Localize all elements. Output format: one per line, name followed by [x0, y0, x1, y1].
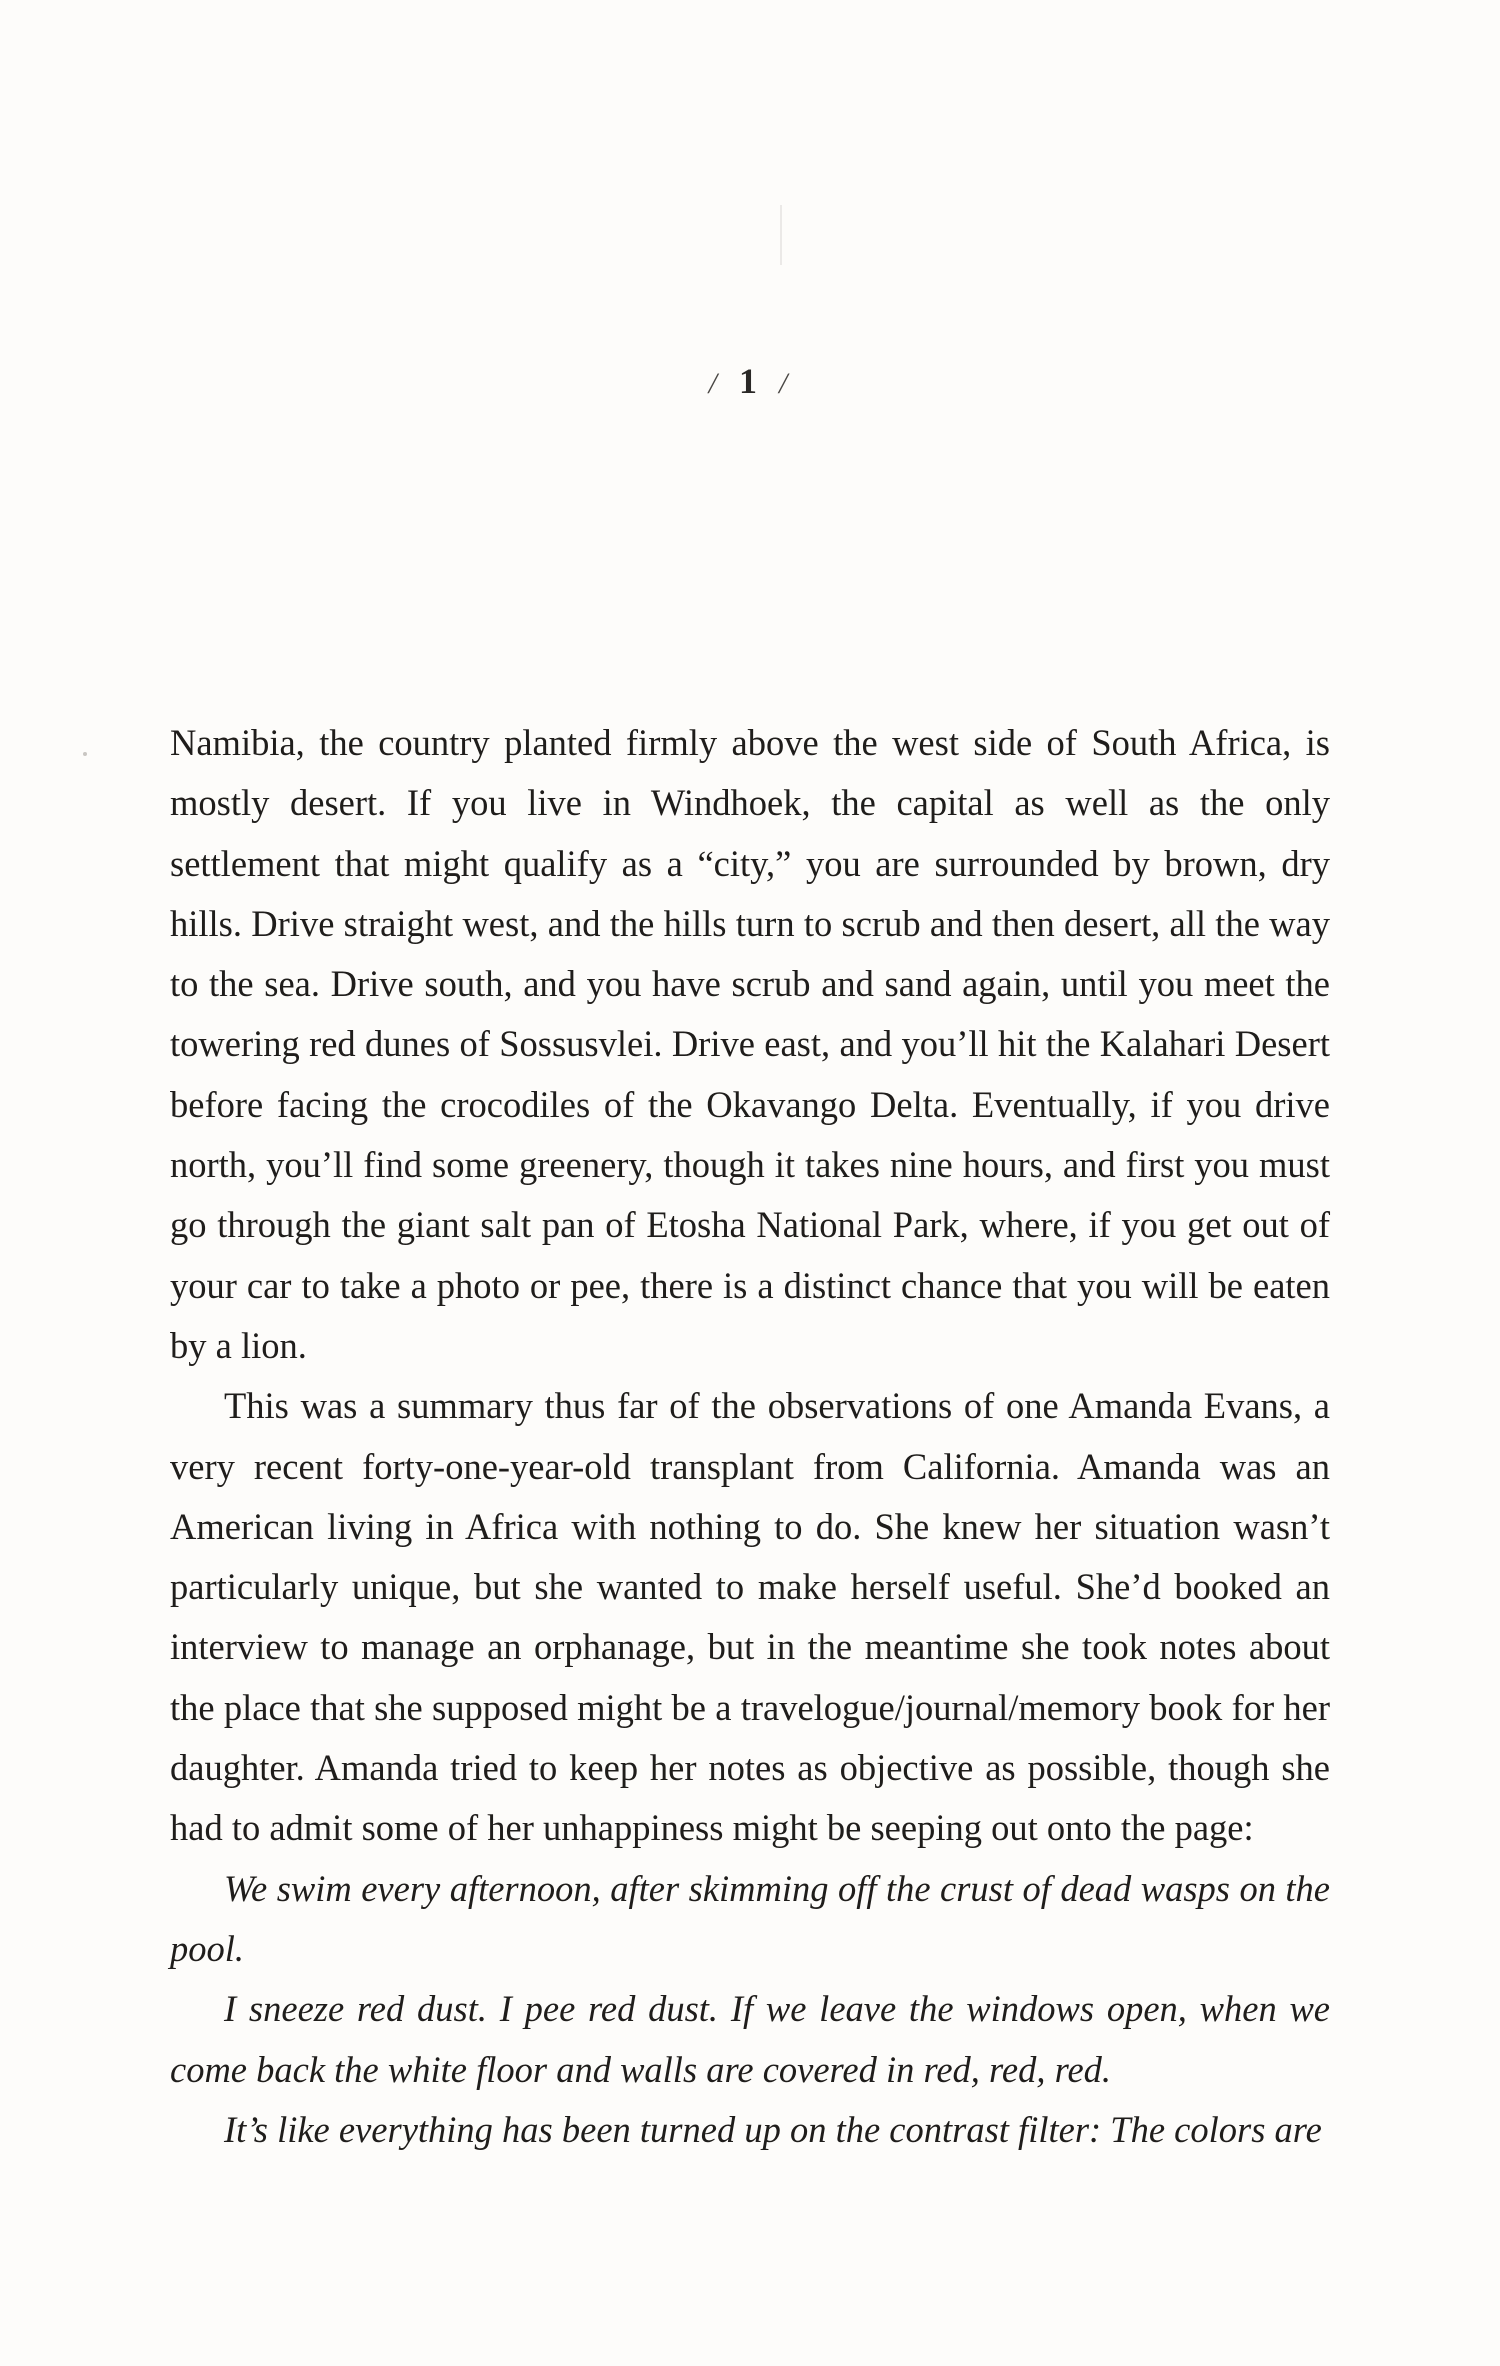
note-contrast: It’s like everything has been turned up on the contrast filter: The colors are [224, 2108, 1322, 2150]
chapter-slash-left: / [708, 367, 721, 400]
body-text [170, 713, 1330, 2160]
chapter-number: 1 [739, 361, 761, 401]
paragraph-namibia: Namibia, the country planted firmly above the west side of South Africa, is mostly desert. If you live in Windhoek, the capital as well as the only settlement that might qualify as a “city,” you are surrounded by brown, dry hills. Drive straight west, and the hills turn to scrub and then desert, all the way to the sea. Drive south, and you have scrub and sand again, until you meet the towering red dunes of Sossusvlei. Drive east, and you’ll hit the Kalahari Desert before facing the crocodiles of the Okavango Delta. Eventually, if you drive north, you’ll find some greenery, though it takes nine hours, and first you must go through the giant salt pan of Etosha National Park, where, if you get out of your car to take a photo or pee, there is a distinct chance that you will be eaten by a lion. [170, 722, 1330, 1366]
note-red-dust: I sneeze red dust. I pee red dust. If we leave the windows open, when we come back the white floor and walls are covered in red, red, red. [170, 1988, 1330, 2090]
scan-speck [780, 205, 782, 265]
chapter-slash-right: / [779, 367, 792, 400]
scan-speck [83, 752, 87, 756]
chapter-number-heading [0, 360, 1500, 402]
note-swim: We swim every afternoon, after skimming off the crust of dead wasps on the pool. [170, 1867, 1330, 1969]
paragraph-amanda: This was a summary thus far of the observations of one Amanda Evans, a very recent forty-one-year-old transplant from California. Amanda was an American living in Africa with nothing to do. She knew her situation wasn’t particularly unique, but she wanted to make herself useful. She’d booked an interview to manage an orphanage, but in the meantime she took notes about the place that she supposed might be a travelogue/journal/memory book for her daughter. Amanda tried to keep her notes as objective as possible, though she had to admit some of her unhappiness might be seeping out onto the page: [170, 1385, 1330, 1849]
